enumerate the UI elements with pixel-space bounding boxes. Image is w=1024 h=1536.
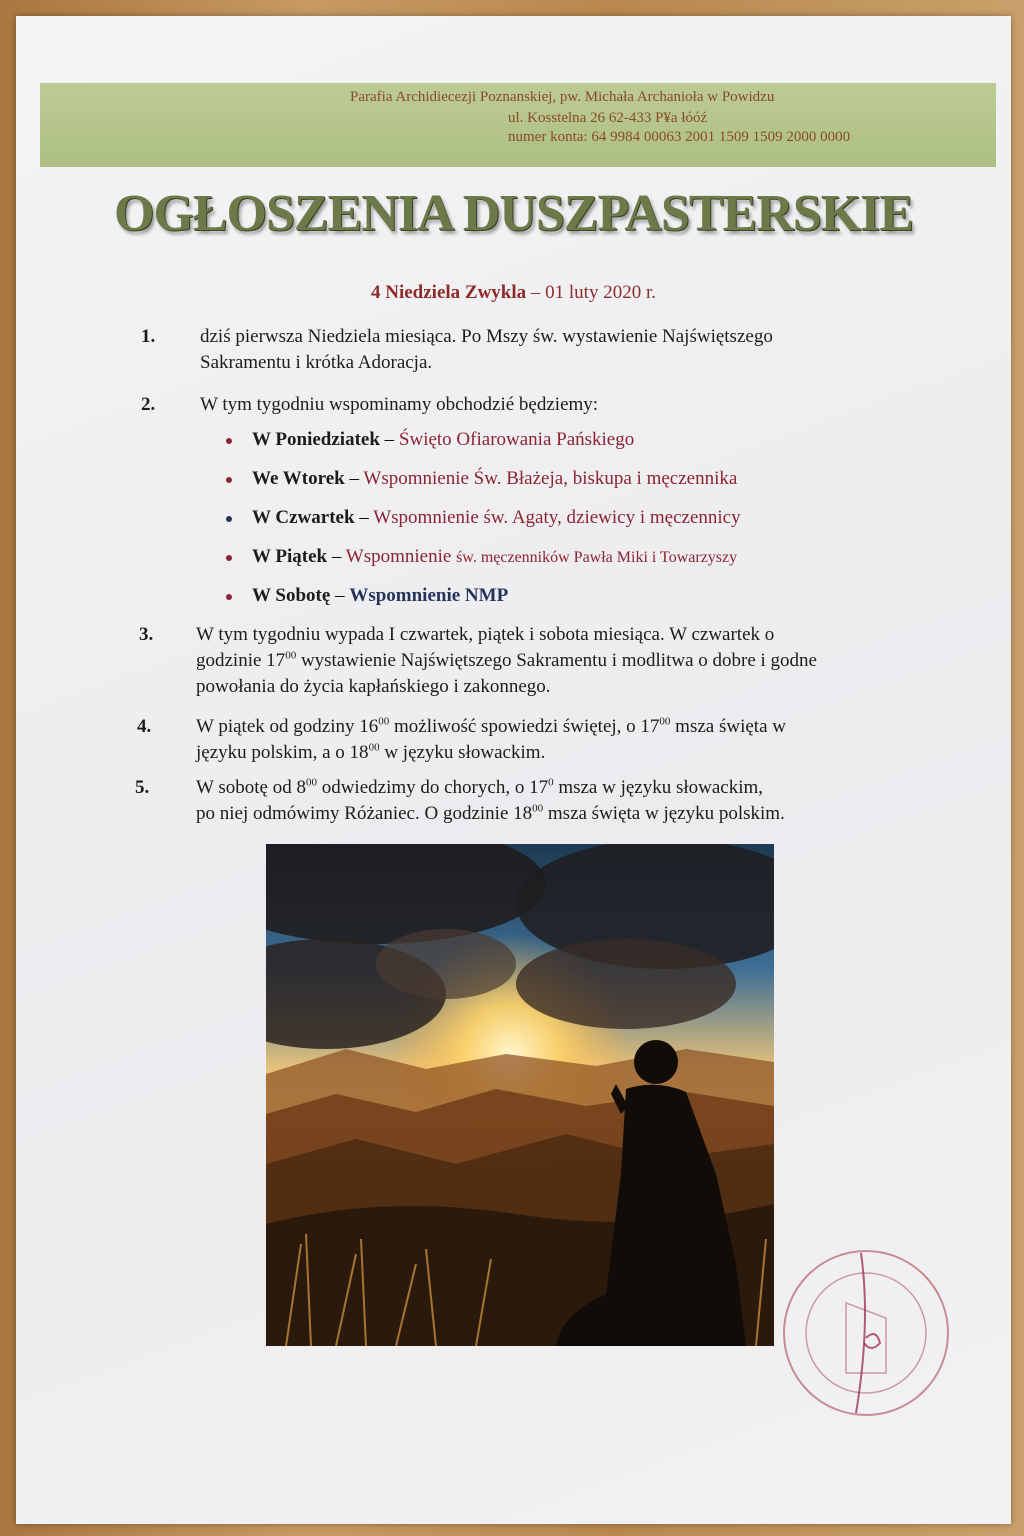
separator: – [379,429,399,450]
week-list-item [226,507,741,529]
week-list-item [226,468,737,490]
bullet-icon [226,438,232,444]
announcement-item-3 [196,622,817,700]
observance-text: Wspomnienie NMP [349,585,509,606]
subtitle-sunday: 4 Niedziela Zwykla [370,282,527,303]
bullet-icon [226,516,232,522]
announcement-item-1 [200,324,773,376]
item-text-line: godzinie $17^{00}$ wystawienie Najświętszego Sakramentu i modlitwa o dobre i godne [196,649,817,671]
week-list-item [226,429,634,451]
observance-text-small: św. męczenników Pawła Miki i Towarzyszy [456,549,738,566]
subtitle-date: – 01 luty 2020 r. [526,282,656,303]
weekday-label: W Sobotę [252,585,331,606]
weekday-label: We Wtorek [252,468,345,489]
weekday-label: W Poniedziatek [252,429,380,450]
item-text-line: W sobotę od $8^{00}$ odwiedzimy do chorych, o $17^0$ msza w języku słowackim, [196,776,764,798]
observance-text: Wspomnienie św. Agaty, dziewicy i męczennicy [373,507,741,528]
page-subtitle [16,282,1011,304]
item-number: 1. [141,326,156,347]
parish-header [40,83,996,167]
observance-text: Wspomnienie [345,546,457,567]
item-text-line: języku polskim, a o $18^{00}$ w języku słowackim. [196,741,546,763]
parish-account: numer konta: 64 9984 00063 2001 1509 1509 2000 0000 [508,129,851,145]
item-number: 4. [137,716,152,737]
week-list-item [226,546,737,568]
item-number: 2. [141,394,156,415]
bullet-icon [226,594,232,600]
parish-name: Parafia Archidiecezji Poznanskiej, pw. Michała Archanioła w Powidzu [350,89,775,105]
weekday-label: W Piątek [252,546,328,567]
separator: – [354,507,374,528]
parish-address: ul. Kosstelna 26 62-433 P¥a łóóź [508,110,708,126]
item-number: 3. [139,624,154,645]
page-title: OGŁOSZENIA DUSZPASTERSKIE [113,185,914,242]
bullet-icon [226,555,232,561]
item-text-line: W tym tygodniu wypada I czwartek, piątek i sobota miesiąca. W czwartek o [196,624,775,645]
bullet-icon [226,477,232,483]
item-number: 5. [135,777,150,798]
announcement-item-2 [200,392,598,418]
announcement-item-4 [196,714,786,766]
announcement-sheet [16,16,1011,1524]
item-text-line: powołania do życia kapłańskiego i zakonnego. [196,676,551,697]
item-text-line: W piątek od godziny $16^{00}$ możliwość spowiedzi świętej, o $17^{00}$ msza święta w [196,715,786,737]
parish-stamp [776,1243,956,1423]
weekday-label: W Czwartek [252,507,355,528]
separator: – [344,468,364,489]
separator: – [330,585,350,606]
item-text-line: dziś pierwsza Niedziela miesiąca. Po Mszy św. wystawienie Najświętszego [200,326,773,347]
observance-text: Święto Ofiarowania Pańskiego [398,429,635,450]
item-text-line: W tym tygodniu wspominamy obchodzié będziemy: [200,394,599,415]
item-text-line: po niej odmówimy Różaniec. O godzinie $18^{00}$ msza święta w języku polskim. [196,802,785,824]
prayer-sunrise-image [266,844,774,1346]
item-text-line: Sakramentu i krótka Adoracja. [200,352,433,373]
week-list-item [226,585,508,607]
announcement-item-5 [196,775,785,827]
separator: – [327,546,346,567]
observance-text: Wspomnienie Św. Błażeja, biskupa i męczennika [363,468,738,489]
